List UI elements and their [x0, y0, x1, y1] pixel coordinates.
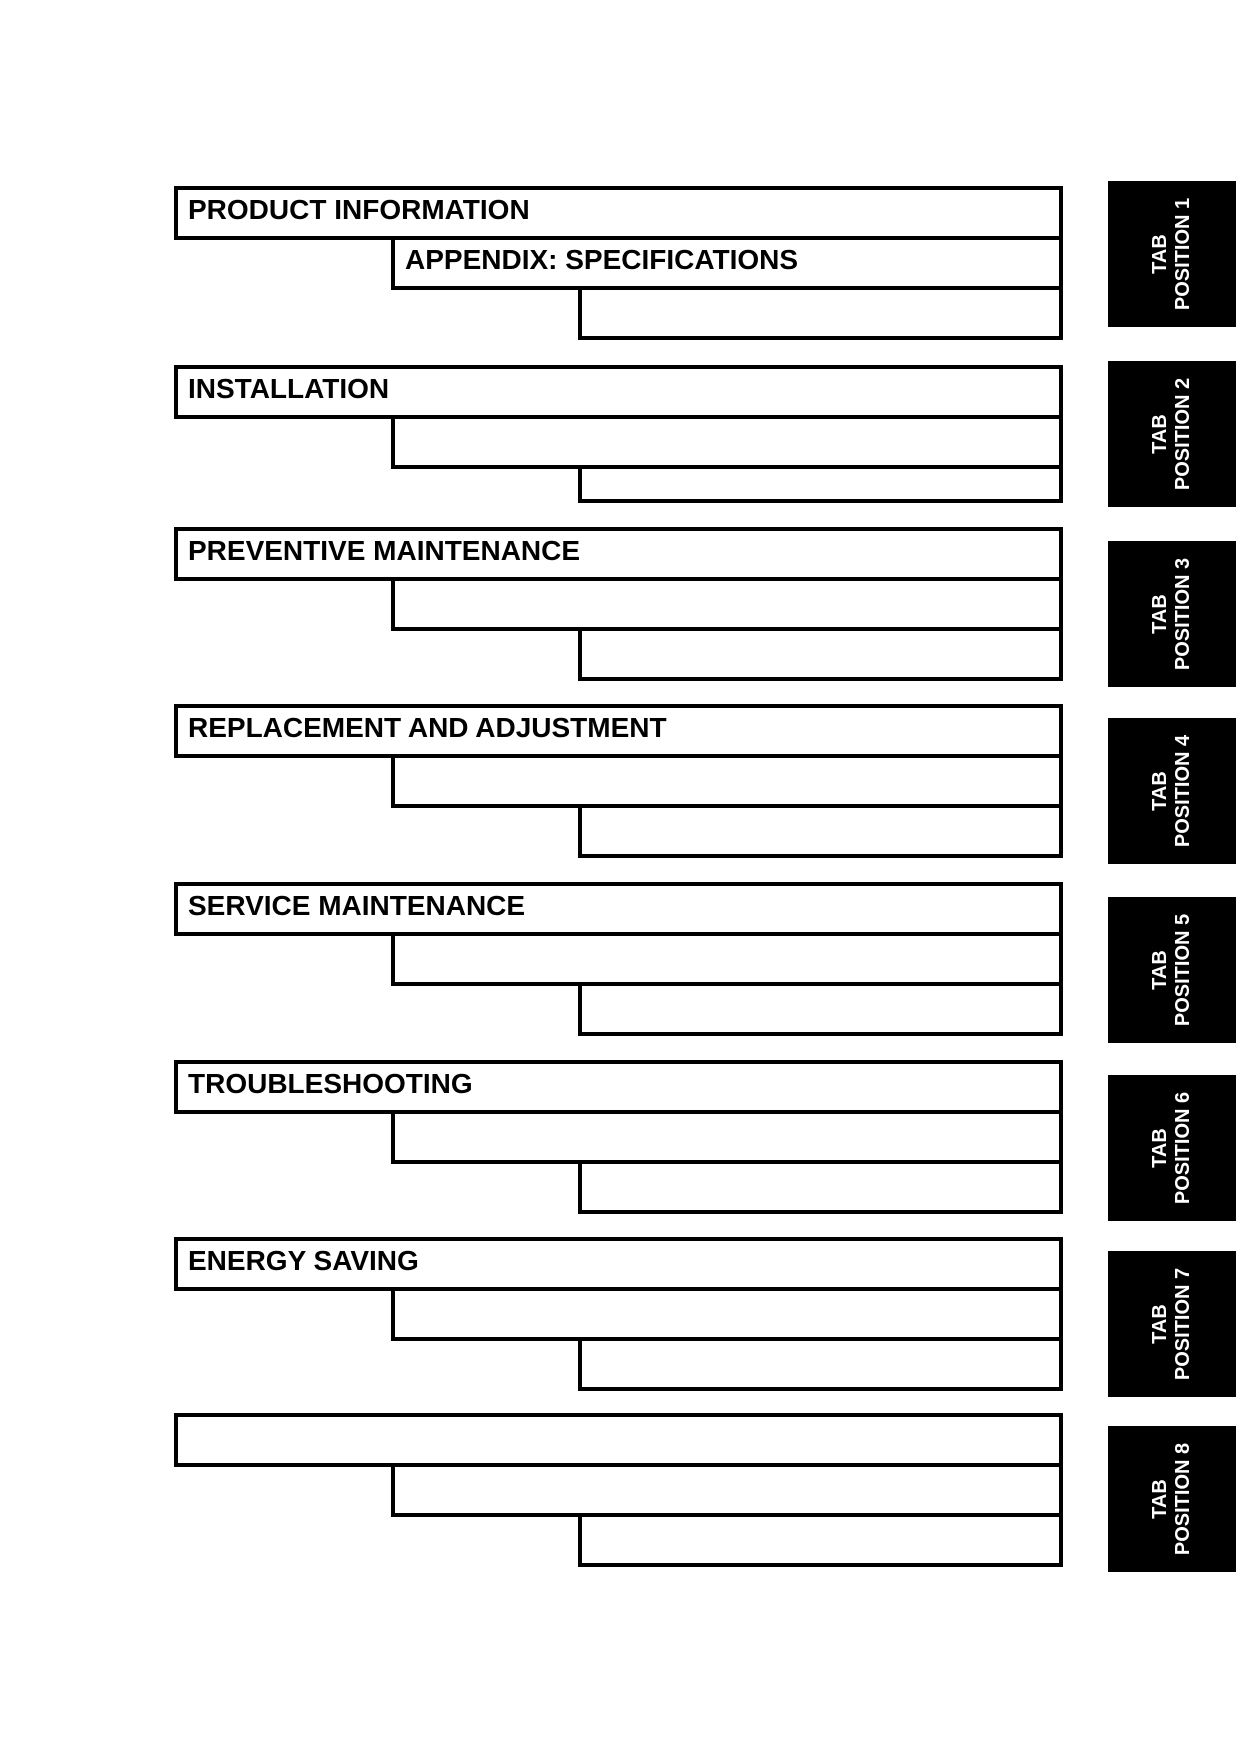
tab-label-line2: POSITION 4	[1172, 734, 1194, 848]
tab-label-line1: TAB	[1149, 771, 1171, 811]
section-subtitle-box-2	[578, 1160, 1063, 1214]
section-subtitle-box-2	[578, 804, 1063, 858]
section-title-box	[174, 1237, 1063, 1291]
section-subtitle-box-2	[578, 627, 1063, 681]
tab-label-line1: TAB	[1149, 414, 1171, 454]
section-title: ENERGY SAVING	[188, 1245, 419, 1276]
tab-label-line1: TAB	[1149, 1304, 1171, 1344]
section-title-box	[174, 365, 1063, 419]
tab-label-line2: POSITION 1	[1172, 197, 1194, 311]
tab-position-2	[1108, 361, 1236, 507]
section-subtitle-box-2	[578, 1337, 1063, 1391]
section-title-box	[174, 527, 1063, 581]
section-subtitle-box	[391, 236, 1063, 290]
section-title: PREVENTIVE MAINTENANCE	[188, 535, 581, 566]
tab-label-line2: POSITION 3	[1172, 557, 1194, 671]
section-subtitle-box-2	[578, 982, 1063, 1036]
section-title-box	[174, 186, 1063, 240]
tab-position-4	[1108, 718, 1236, 864]
section-subtitle-box	[391, 415, 1063, 469]
tab-label-line1: TAB	[1149, 1479, 1171, 1519]
tab-label-line2: POSITION 7	[1172, 1267, 1194, 1381]
tab-position-6	[1108, 1075, 1236, 1221]
tab-position-7	[1108, 1251, 1236, 1397]
tab-position-3	[1108, 541, 1236, 687]
section-title-box	[174, 1413, 1063, 1467]
section-title: SERVICE MAINTENANCE	[188, 890, 526, 921]
tab-position-5	[1108, 897, 1236, 1043]
tab-label-line2: POSITION 8	[1172, 1442, 1194, 1556]
section-title-box	[174, 882, 1063, 936]
section-subtitle-box-2	[578, 1513, 1063, 1567]
section-subtitle-box	[391, 1463, 1063, 1517]
tab-label-line1: TAB	[1149, 950, 1171, 990]
tab-label-line1: TAB	[1149, 234, 1171, 274]
section-title-box	[174, 704, 1063, 758]
tab-position-1	[1108, 181, 1236, 327]
section-title-box	[174, 1060, 1063, 1114]
section-subtitle-box-2	[578, 465, 1063, 503]
tab-label-line2: POSITION 2	[1172, 377, 1194, 491]
section-title: REPLACEMENT AND ADJUSTMENT	[188, 712, 667, 743]
tab-label-line2: POSITION 6	[1172, 1091, 1194, 1205]
section-subtitle-box-2	[578, 286, 1063, 340]
section-subtitle-box	[391, 754, 1063, 808]
tab-label-line2: POSITION 5	[1172, 913, 1194, 1027]
tab-label-line1: TAB	[1149, 1128, 1171, 1168]
section-title: INSTALLATION	[188, 373, 390, 404]
tab-position-8	[1108, 1426, 1236, 1572]
tab-label-line1: TAB	[1149, 594, 1171, 634]
section-subtitle: APPENDIX: SPECIFICATIONS	[405, 244, 799, 275]
section-title: TROUBLESHOOTING	[188, 1068, 473, 1099]
section-subtitle-box	[391, 932, 1063, 986]
section-subtitle-box	[391, 1110, 1063, 1164]
section-title: PRODUCT INFORMATION	[188, 194, 530, 225]
section-subtitle-box	[391, 577, 1063, 631]
section-subtitle-box	[391, 1287, 1063, 1341]
